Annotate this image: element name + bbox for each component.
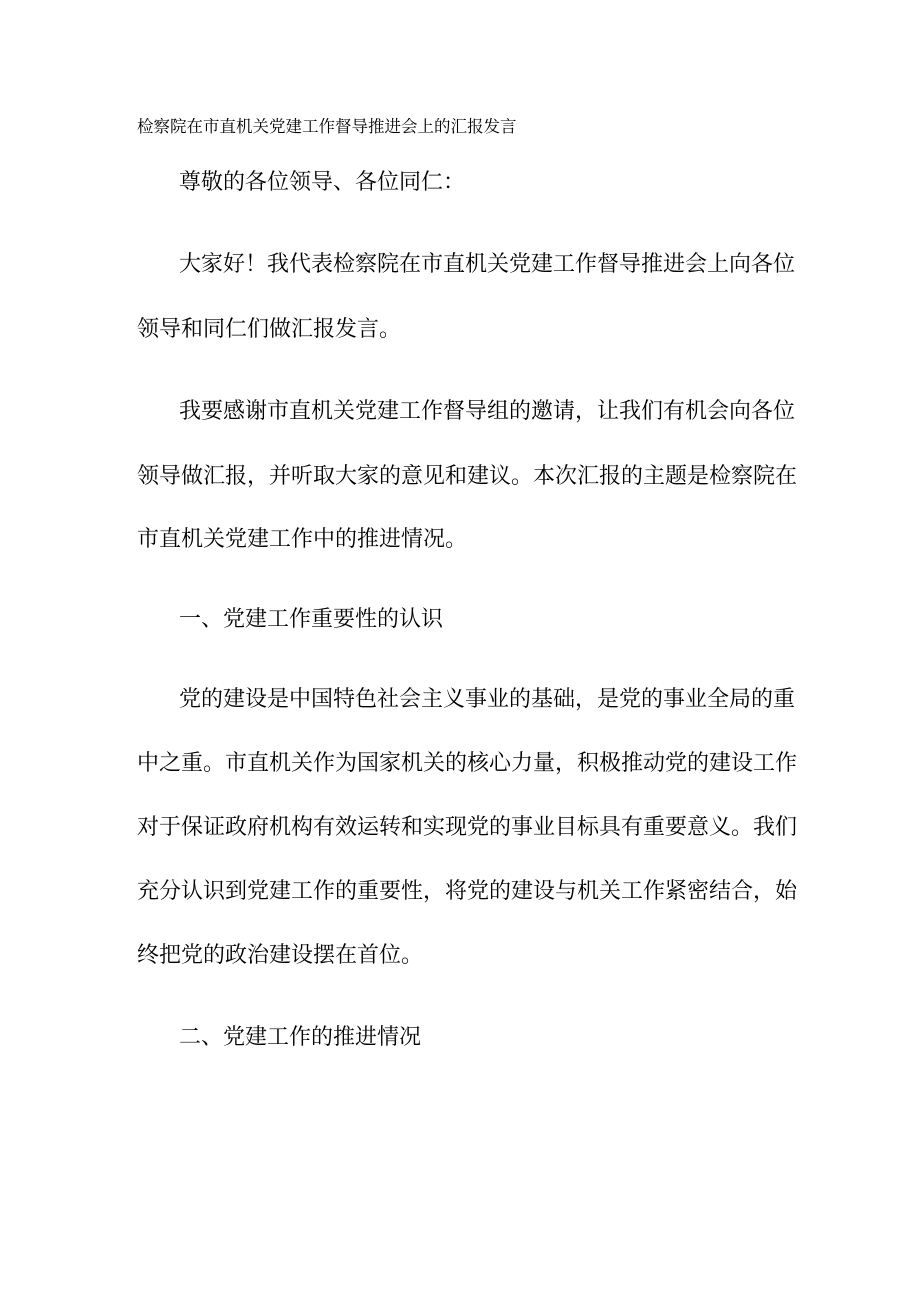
section-heading: 二、党建工作的推进情况 bbox=[179, 1025, 422, 1050]
paragraph-line: 中之重。市直机关作为国家机关的核心力量，积极推动党的建设工作 bbox=[137, 751, 798, 776]
paragraph-line: 党的建设是中国特色社会主义事业的基础，是党的事业全局的重 bbox=[179, 687, 796, 712]
paragraph-line: 我要感谢市直机关党建工作督导组的邀请，让我们有机会向各位 bbox=[179, 399, 796, 424]
greeting: 尊敬的各位领导、各位同仁： bbox=[179, 170, 466, 195]
paragraph-line: 充分认识到党建工作的重要性，将党的建设与机关工作紧密结合，始 bbox=[137, 879, 798, 904]
paragraph-line: 对于保证政府机构有效运转和实现党的事业目标具有重要意义。我们 bbox=[137, 815, 798, 840]
paragraph-line: 终把党的政治建设摆在首位。 bbox=[137, 943, 424, 968]
paragraph-line: 大家好！我代表检察院在市直机关党建工作督导推进会上向各位 bbox=[179, 252, 796, 277]
paragraph-line: 市直机关党建工作中的推进情况。 bbox=[137, 527, 468, 552]
section-heading: 一、党建工作重要性的认识 bbox=[179, 607, 444, 632]
paragraph-line: 领导和同仁们做汇报发言。 bbox=[137, 317, 402, 342]
document-title: 检察院在市直机关党建工作督导推进会上的汇报发言 bbox=[137, 117, 517, 136]
paragraph-line: 领导做汇报，并听取大家的意见和建议。本次汇报的主题是检察院在 bbox=[137, 464, 798, 489]
